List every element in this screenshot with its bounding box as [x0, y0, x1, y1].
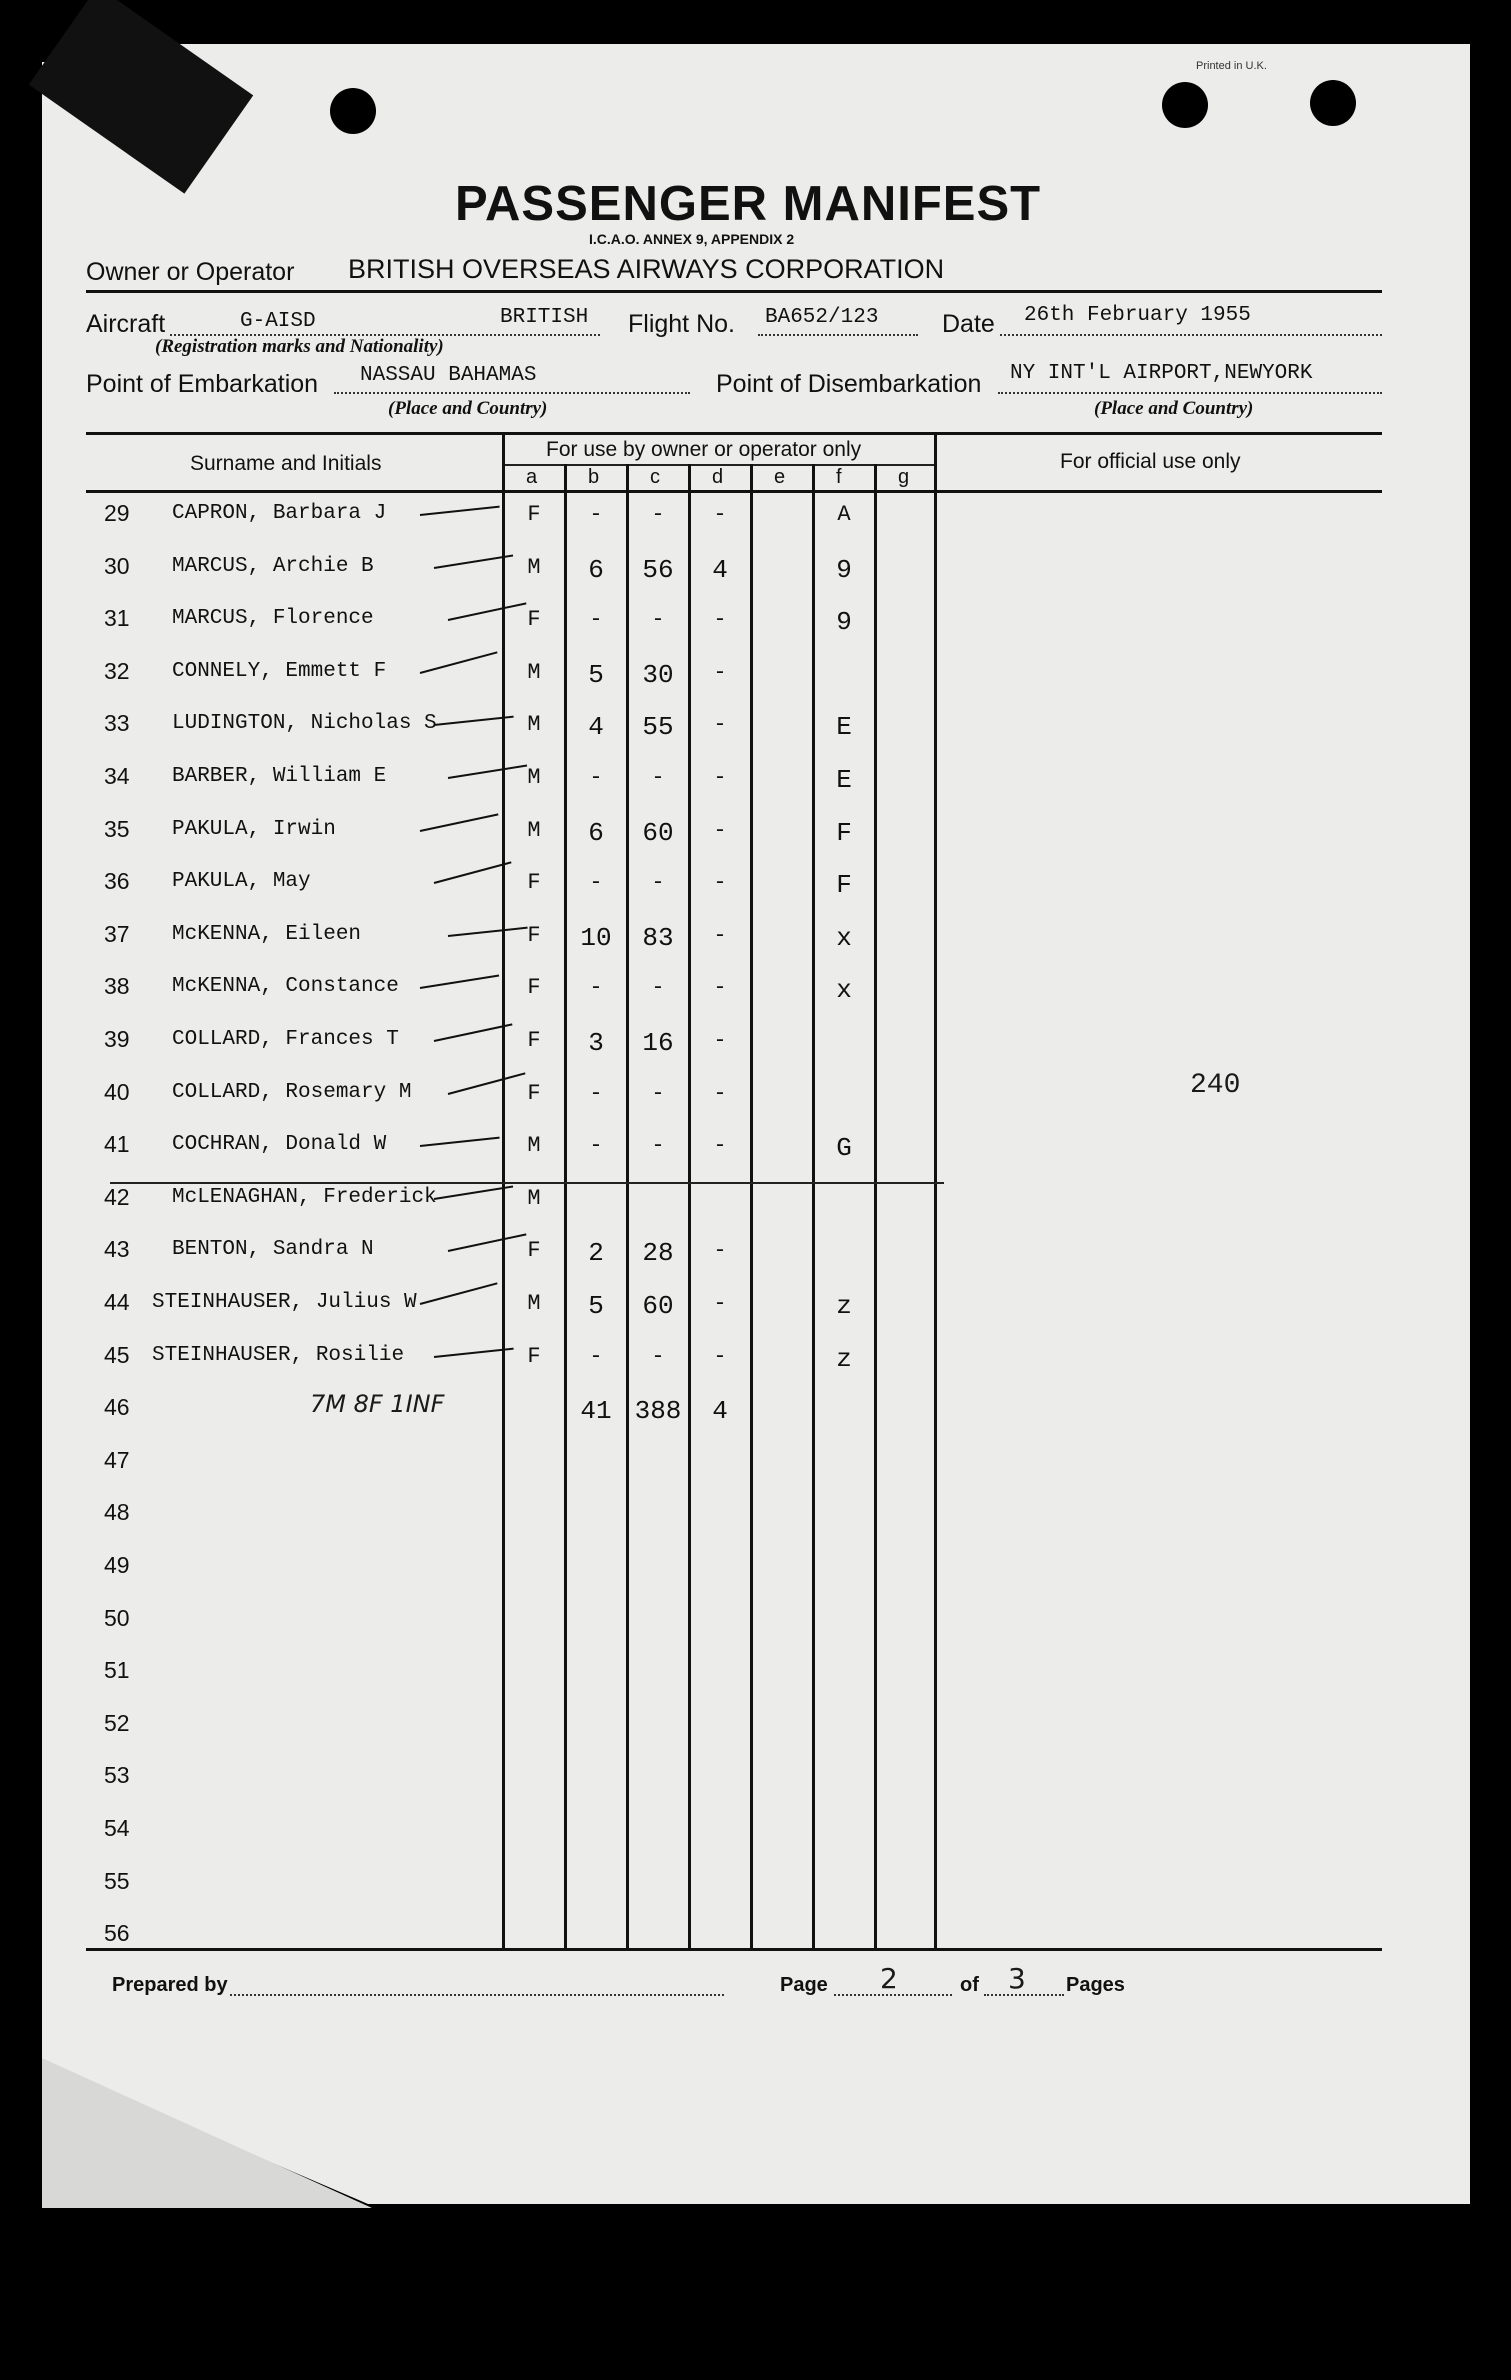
punch-hole	[330, 88, 376, 134]
passenger-name: MARCUS, Florence	[172, 607, 374, 630]
column-divider	[812, 464, 815, 1948]
row-number: 40	[104, 1079, 130, 1105]
cell-f: 9	[836, 555, 852, 585]
form-title: PASSENGER MANIFEST	[455, 177, 1042, 231]
rule	[86, 290, 1382, 293]
cell-d: -	[713, 1291, 727, 1316]
cell-d: -	[713, 975, 727, 1000]
row-number: 45	[104, 1342, 130, 1368]
cell-c: -	[651, 502, 665, 527]
cell-c: 16	[642, 1028, 674, 1058]
cell-c: -	[651, 870, 665, 895]
page-value: 2	[880, 1962, 898, 1995]
cell-d: -	[713, 1238, 727, 1263]
cell-a: F	[527, 1344, 541, 1369]
cell-d: 4	[712, 1396, 728, 1426]
cell-f: G	[836, 1133, 852, 1163]
cell-c: 83	[642, 923, 674, 953]
cell-a: F	[527, 607, 541, 632]
column-header-b: b	[588, 466, 600, 488]
row-number: 37	[104, 921, 130, 947]
cell-c: -	[651, 1081, 665, 1106]
row-number: 30	[104, 553, 130, 579]
cell-b: 5	[588, 1291, 604, 1321]
cell-b: 6	[588, 818, 604, 848]
column-divider	[750, 464, 753, 1948]
cell-b: -	[589, 975, 603, 1000]
cell-a: F	[527, 1238, 541, 1263]
row-number: 47	[104, 1447, 130, 1473]
cell-a: F	[527, 1081, 541, 1106]
prepared-label: Prepared by	[112, 1974, 228, 1996]
owner-label: Owner or Operator	[86, 258, 295, 286]
column-header-e: e	[774, 466, 786, 488]
cell-d: -	[713, 712, 727, 737]
form-subtitle: I.C.A.O. ANNEX 9, APPENDIX 2	[589, 231, 795, 247]
flight-value: BA652/123	[765, 306, 879, 329]
cell-d: -	[713, 870, 727, 895]
header-bottom-rule	[86, 490, 1382, 493]
cell-b: 10	[580, 923, 612, 953]
passenger-name: STEINHAUSER, Julius W	[152, 1291, 417, 1314]
of-value: 3	[1008, 1962, 1026, 1995]
strike-line	[110, 1182, 944, 1184]
row-number: 34	[104, 763, 130, 789]
row-number: 32	[104, 658, 130, 684]
column-divider	[874, 464, 877, 1948]
cell-c: 60	[642, 818, 674, 848]
cell-a: M	[527, 555, 541, 580]
row-number: 44	[104, 1289, 130, 1315]
nationality-value: BRITISH	[500, 306, 589, 329]
cell-a: M	[527, 1186, 541, 1211]
cell-c: 60	[642, 1291, 674, 1321]
aircraft-label: Aircraft	[86, 310, 166, 338]
column-header-g: g	[898, 466, 910, 488]
row-number: 33	[104, 710, 130, 736]
column-divider	[688, 464, 691, 1948]
cell-b: -	[589, 1344, 603, 1369]
punch-hole	[1310, 80, 1356, 126]
row-number: 38	[104, 973, 130, 999]
of-label: of	[960, 1974, 979, 1996]
passenger-name: McKENNA, Constance	[172, 975, 399, 998]
disembark-label: Point of Disembarkation	[716, 370, 982, 398]
column-header-c: c	[650, 466, 660, 488]
cell-f: A	[837, 502, 851, 527]
cell-f: z	[836, 1291, 852, 1321]
passenger-name: COLLARD, Rosemary M	[172, 1081, 412, 1104]
cell-a: M	[527, 1291, 541, 1316]
row-number: 49	[104, 1552, 130, 1578]
disembark-note: (Place and Country)	[1094, 398, 1254, 419]
row-number: 55	[104, 1868, 130, 1894]
passenger-name: MARCUS, Archie B	[172, 555, 374, 578]
row-number: 53	[104, 1762, 130, 1788]
row-number: 48	[104, 1499, 130, 1525]
cell-b: -	[589, 502, 603, 527]
printer-mark: Printed in U.K.	[1196, 60, 1267, 72]
cell-b: 3	[588, 1028, 604, 1058]
table-bottom-rule	[86, 1948, 1382, 1951]
cell-b: -	[589, 1133, 603, 1158]
column-divider	[934, 432, 937, 1948]
pages-label: Pages	[1066, 1974, 1125, 1996]
cell-c: 388	[634, 1396, 682, 1426]
passenger-name: McKENNA, Eileen	[172, 923, 362, 946]
page-label: Page	[780, 1974, 828, 1996]
cell-a: M	[527, 712, 541, 737]
registration-note: (Registration marks and Nationality)	[155, 336, 444, 357]
cell-a: M	[527, 1133, 541, 1158]
row-number: 42	[104, 1184, 130, 1210]
table-top-rule	[86, 432, 1382, 435]
cell-b: 2	[588, 1238, 604, 1268]
passenger-name: CAPRON, Barbara J	[172, 502, 387, 525]
cell-d: -	[713, 1028, 727, 1053]
column-header-a: a	[526, 466, 538, 488]
owner-value: BRITISH OVERSEAS AIRWAYS CORPORATION	[348, 254, 945, 284]
row-number: 36	[104, 868, 130, 894]
cell-f: E	[836, 712, 852, 742]
punch-hole	[1162, 82, 1208, 128]
cell-a: F	[527, 1028, 541, 1053]
cell-b: 4	[588, 712, 604, 742]
cell-a: M	[527, 818, 541, 843]
disembark-value: NY INT'L AIRPORT,NEWYORK	[1010, 362, 1313, 385]
cell-a: M	[527, 660, 541, 685]
row-number: 50	[104, 1605, 130, 1631]
official-header: For official use only	[1060, 450, 1241, 473]
passenger-name: McLENAGHAN, Frederick	[172, 1186, 437, 1209]
cell-a: F	[527, 923, 541, 948]
cell-d: -	[713, 923, 727, 948]
cell-a: F	[527, 975, 541, 1000]
embark-label: Point of Embarkation	[86, 370, 319, 398]
cell-f: 9	[836, 607, 852, 637]
cell-d: -	[713, 1081, 727, 1106]
row-number: 51	[104, 1657, 130, 1683]
cell-b: -	[589, 1081, 603, 1106]
cell-d: 4	[712, 555, 728, 585]
passenger-name: STEINHAUSER, Rosilie	[152, 1344, 405, 1367]
cell-c: -	[651, 765, 665, 790]
official-note: 240	[1190, 1070, 1241, 1101]
cell-c: 28	[642, 1238, 674, 1268]
cell-c: -	[651, 1133, 665, 1158]
cell-d: -	[713, 765, 727, 790]
row-number: 31	[104, 605, 130, 631]
cell-f: F	[836, 818, 852, 848]
cell-c: -	[651, 975, 665, 1000]
total-summary: 7M 8F 1INF	[310, 1390, 445, 1418]
passenger-name: BARBER, William E	[172, 765, 387, 788]
cell-d: -	[713, 1344, 727, 1369]
cell-d: -	[713, 502, 727, 527]
cell-a: F	[527, 870, 541, 895]
cell-b: -	[589, 765, 603, 790]
cell-c: -	[651, 1344, 665, 1369]
cell-f: E	[836, 765, 852, 795]
passenger-name: LUDINGTON, Nicholas S	[172, 712, 437, 735]
cell-d: -	[713, 818, 727, 843]
row-number: 56	[104, 1920, 130, 1946]
column-header-f: f	[836, 466, 842, 488]
passenger-name: COLLARD, Frances T	[172, 1028, 399, 1051]
cell-f: F	[836, 870, 852, 900]
passenger-name: BENTON, Sandra N	[172, 1238, 374, 1261]
cell-c: 55	[642, 712, 674, 742]
row-number: 54	[104, 1815, 130, 1841]
column-header-d: d	[712, 466, 724, 488]
cell-c: 30	[642, 660, 674, 690]
date-value: 26th February 1955	[1024, 304, 1251, 327]
row-number: 35	[104, 816, 130, 842]
passenger-name: PAKULA, Irwin	[172, 818, 336, 841]
cell-d: -	[713, 1133, 727, 1158]
row-number: 29	[104, 500, 130, 526]
cell-c: 56	[642, 555, 674, 585]
cell-f: x	[836, 923, 852, 953]
embark-value: NASSAU BAHAMAS	[360, 364, 537, 387]
cell-b: 5	[588, 660, 604, 690]
embark-note: (Place and Country)	[388, 398, 548, 419]
operator-header: For use by owner or operator only	[546, 438, 862, 461]
cell-b: 41	[580, 1396, 612, 1426]
cell-b: -	[589, 870, 603, 895]
passenger-name: COCHRAN, Donald W	[172, 1133, 387, 1156]
cell-d: -	[713, 607, 727, 632]
cell-f: z	[836, 1344, 852, 1374]
row-number: 52	[104, 1710, 130, 1736]
row-number: 39	[104, 1026, 130, 1052]
row-number: 46	[104, 1394, 130, 1420]
cell-a: F	[527, 502, 541, 527]
flight-label: Flight No.	[628, 310, 735, 338]
aircraft-value: G-AISD	[240, 310, 316, 333]
row-number: 43	[104, 1236, 130, 1262]
cell-c: -	[651, 607, 665, 632]
surname-header: Surname and Initials	[190, 452, 382, 475]
cell-f: x	[836, 975, 852, 1005]
date-label: Date	[942, 310, 995, 338]
cell-b: 6	[588, 555, 604, 585]
row-number: 41	[104, 1131, 130, 1157]
cell-d: -	[713, 660, 727, 685]
passenger-name: CONNELY, Emmett F	[172, 660, 387, 683]
cell-a: M	[527, 765, 541, 790]
cell-b: -	[589, 607, 603, 632]
passenger-name: PAKULA, May	[172, 870, 311, 893]
